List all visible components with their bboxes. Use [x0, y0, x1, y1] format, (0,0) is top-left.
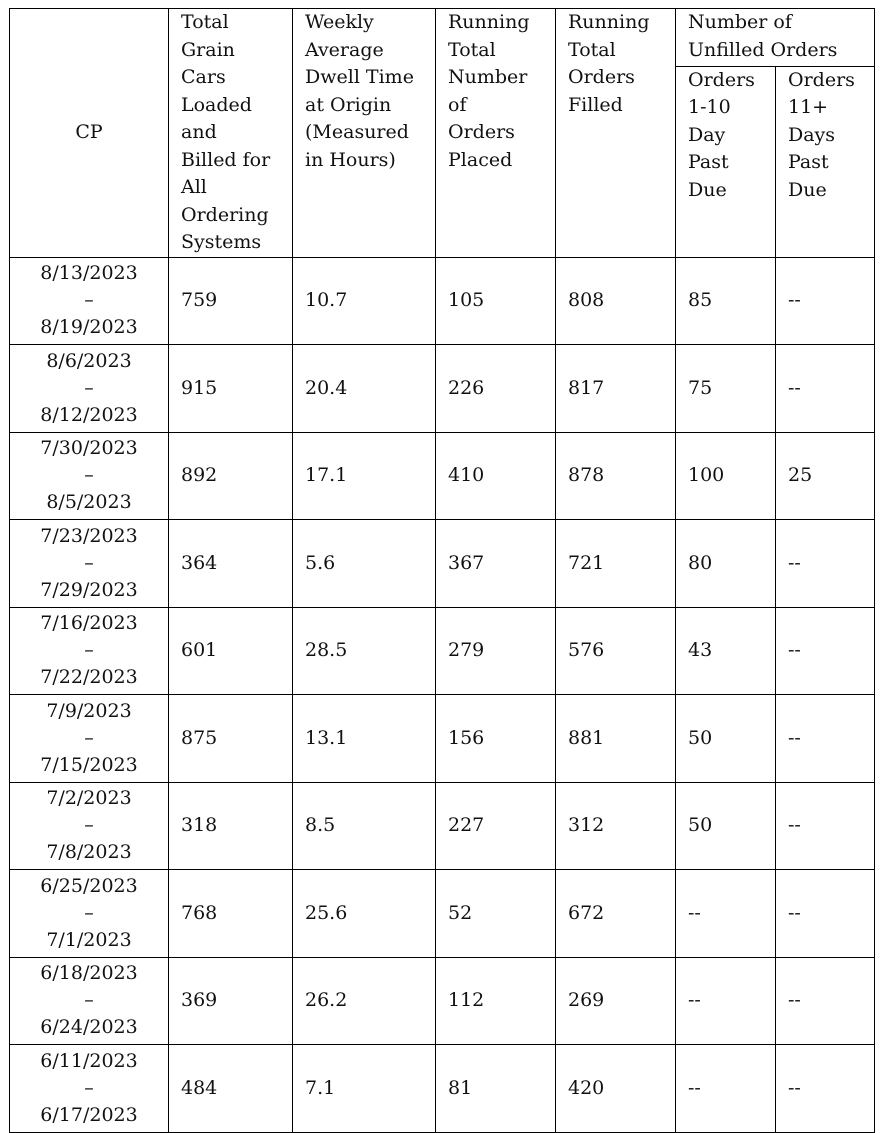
- table-row: [10, 257, 875, 345]
- date-separator: –: [84, 726, 94, 749]
- date-end: 6/24/2023: [40, 1016, 138, 1039]
- table-row: [10, 345, 875, 433]
- header-total-cars: Total Grain Cars Loaded and Billed for All Ordering Systems: [169, 9, 293, 258]
- orders-placed-cell: 105: [436, 257, 556, 345]
- orders-filled-cell: 576: [556, 607, 676, 695]
- cars-loaded-cell: 915: [169, 345, 293, 433]
- dwell-time-cell: 28.5: [293, 607, 436, 695]
- orders-1-10-cell: 85: [676, 257, 776, 345]
- orders-filled-cell: 817: [556, 345, 676, 433]
- header-orders-placed: Running Total Number of Orders Placed: [436, 9, 556, 258]
- orders-1-10-cell: --: [676, 870, 776, 958]
- table-body: [10, 257, 875, 1132]
- date-end: 8/19/2023: [40, 316, 138, 339]
- cars-loaded-cell: 318: [169, 782, 293, 870]
- date-separator: –: [84, 989, 94, 1012]
- orders-11-plus-cell: --: [776, 782, 875, 870]
- dwell-time-cell: 8.5: [293, 782, 436, 870]
- table-row: [10, 1045, 875, 1133]
- header-orders-1-10: Orders 1-10 Day Past Due: [676, 66, 776, 257]
- date-separator: –: [84, 464, 94, 487]
- orders-1-10-cell: --: [676, 957, 776, 1045]
- date-separator: –: [84, 551, 94, 574]
- cars-loaded-cell: 875: [169, 695, 293, 783]
- orders-11-plus-cell: 25: [776, 432, 875, 520]
- date-start: 7/30/2023: [40, 437, 138, 460]
- date-separator: –: [84, 814, 94, 837]
- date-end: 8/5/2023: [46, 491, 132, 514]
- orders-1-10-cell: --: [676, 1045, 776, 1133]
- date-start: 6/11/2023: [40, 1049, 138, 1072]
- orders-placed-cell: 81: [436, 1045, 556, 1133]
- date-range-cell: [10, 257, 169, 345]
- orders-placed-cell: 52: [436, 870, 556, 958]
- orders-11-plus-cell: --: [776, 870, 875, 958]
- orders-1-10-cell: 75: [676, 345, 776, 433]
- date-range-cell: [10, 782, 169, 870]
- table-row: [10, 520, 875, 608]
- cars-loaded-cell: 768: [169, 870, 293, 958]
- date-end: 7/1/2023: [46, 928, 132, 951]
- table-row: [10, 607, 875, 695]
- orders-11-plus-cell: --: [776, 345, 875, 433]
- table-header: [10, 9, 875, 258]
- date-end: 7/22/2023: [40, 666, 138, 689]
- orders-11-plus-cell: --: [776, 257, 875, 345]
- orders-1-10-cell: 80: [676, 520, 776, 608]
- date-range-cell: [10, 957, 169, 1045]
- cars-loaded-cell: 759: [169, 257, 293, 345]
- date-start: 8/13/2023: [40, 262, 138, 285]
- table-row: [10, 782, 875, 870]
- orders-filled-cell: 881: [556, 695, 676, 783]
- dwell-time-cell: 13.1: [293, 695, 436, 783]
- date-start: 7/23/2023: [40, 524, 138, 547]
- orders-1-10-cell: 100: [676, 432, 776, 520]
- header-orders-filled: Running Total Orders Filled: [556, 9, 676, 258]
- orders-placed-cell: 226: [436, 345, 556, 433]
- dwell-time-cell: 25.6: [293, 870, 436, 958]
- date-start: 7/9/2023: [46, 699, 132, 722]
- date-separator: –: [84, 289, 94, 312]
- header-orders-11-plus: Orders 11+ Days Past Due: [776, 66, 875, 257]
- orders-1-10-cell: 43: [676, 607, 776, 695]
- date-range-cell: [10, 870, 169, 958]
- table-wrapper: [9, 8, 875, 1133]
- table-row: [10, 957, 875, 1045]
- cars-loaded-cell: 369: [169, 957, 293, 1045]
- orders-filled-cell: 420: [556, 1045, 676, 1133]
- orders-filled-cell: 672: [556, 870, 676, 958]
- date-range-cell: [10, 432, 169, 520]
- orders-placed-cell: 410: [436, 432, 556, 520]
- orders-11-plus-cell: --: [776, 957, 875, 1045]
- dwell-time-cell: 20.4: [293, 345, 436, 433]
- date-start: 6/18/2023: [40, 962, 138, 985]
- orders-1-10-cell: 50: [676, 695, 776, 783]
- orders-filled-cell: 269: [556, 957, 676, 1045]
- header-cp: CP: [10, 9, 169, 258]
- header-row: [10, 9, 875, 67]
- date-separator: –: [84, 1076, 94, 1099]
- cars-loaded-cell: 892: [169, 432, 293, 520]
- date-end: 6/17/2023: [40, 1103, 138, 1126]
- orders-placed-cell: 227: [436, 782, 556, 870]
- cars-loaded-cell: 601: [169, 607, 293, 695]
- orders-filled-cell: 808: [556, 257, 676, 345]
- orders-11-plus-cell: --: [776, 1045, 875, 1133]
- date-range-cell: [10, 607, 169, 695]
- orders-placed-cell: 279: [436, 607, 556, 695]
- date-separator: –: [84, 639, 94, 662]
- date-start: 7/16/2023: [40, 612, 138, 635]
- date-separator: –: [84, 901, 94, 924]
- date-separator: –: [84, 376, 94, 399]
- cars-loaded-cell: 364: [169, 520, 293, 608]
- orders-11-plus-cell: --: [776, 695, 875, 783]
- header-dwell-time: Weekly Average Dwell Time at Origin (Measured in Hours): [293, 9, 436, 258]
- dwell-time-cell: 17.1: [293, 432, 436, 520]
- dwell-time-cell: 10.7: [293, 257, 436, 345]
- date-range-cell: [10, 695, 169, 783]
- date-end: 7/15/2023: [40, 753, 138, 776]
- table-row: [10, 432, 875, 520]
- date-start: 6/25/2023: [40, 874, 138, 897]
- dwell-time-cell: 5.6: [293, 520, 436, 608]
- date-range-cell: [10, 1045, 169, 1133]
- dwell-time-cell: 26.2: [293, 957, 436, 1045]
- orders-filled-cell: 312: [556, 782, 676, 870]
- orders-1-10-cell: 50: [676, 782, 776, 870]
- orders-11-plus-cell: --: [776, 607, 875, 695]
- date-range-cell: [10, 345, 169, 433]
- orders-11-plus-cell: --: [776, 520, 875, 608]
- table-row: [10, 695, 875, 783]
- orders-placed-cell: 112: [436, 957, 556, 1045]
- dwell-time-cell: 7.1: [293, 1045, 436, 1133]
- date-range-cell: [10, 520, 169, 608]
- date-start: 8/6/2023: [46, 349, 132, 372]
- date-end: 7/29/2023: [40, 578, 138, 601]
- table-row: [10, 870, 875, 958]
- header-unfilled-orders: Number of Unfilled Orders: [676, 9, 875, 67]
- date-end: 7/8/2023: [46, 841, 132, 864]
- date-end: 8/12/2023: [40, 403, 138, 426]
- orders-filled-cell: 878: [556, 432, 676, 520]
- grain-orders-table: [9, 8, 875, 1133]
- orders-placed-cell: 156: [436, 695, 556, 783]
- cars-loaded-cell: 484: [169, 1045, 293, 1133]
- orders-filled-cell: 721: [556, 520, 676, 608]
- date-start: 7/2/2023: [46, 787, 132, 810]
- orders-placed-cell: 367: [436, 520, 556, 608]
